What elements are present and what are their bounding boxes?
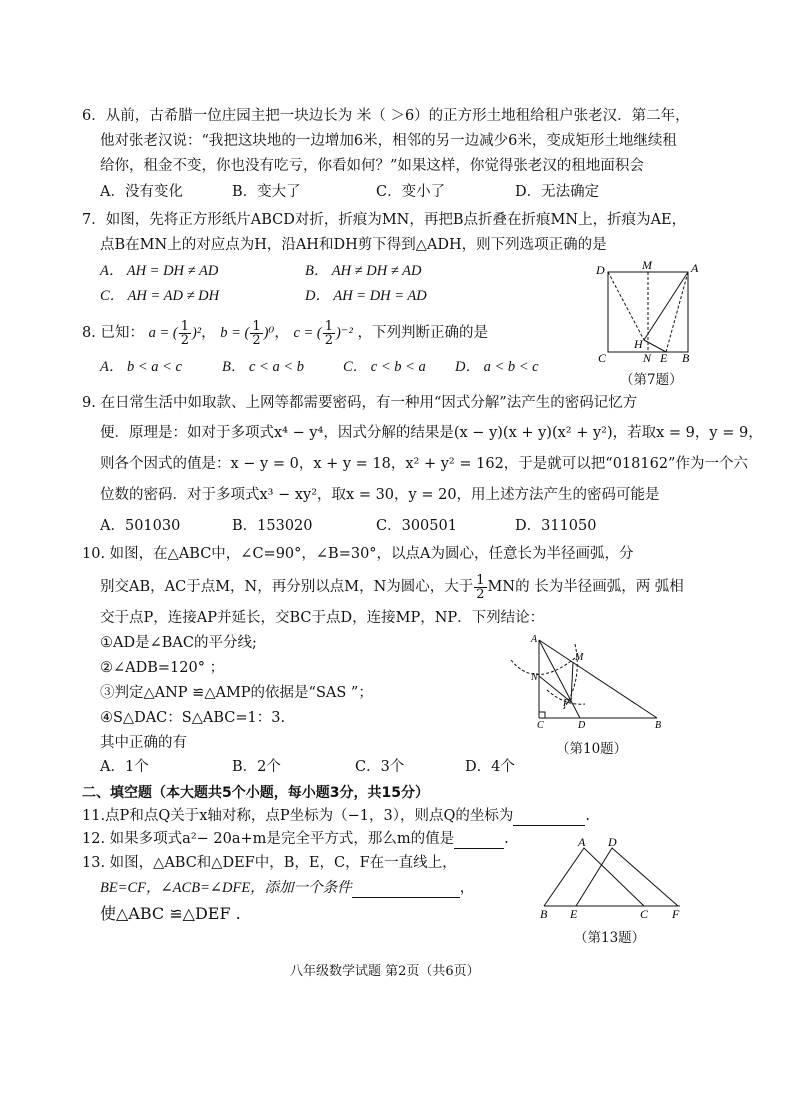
q13-caption: （第13题） [574, 930, 646, 946]
q8-option-d: D． a < b < c [455, 359, 539, 375]
q7-line-ah [644, 272, 688, 340]
q7-label-m: M [642, 258, 652, 272]
q8-a-exp: )² [191, 325, 202, 341]
q9-option-c: C．300501 [376, 518, 457, 534]
q13-label-c: C [640, 907, 649, 920]
q9-line3: 则各个因式的值是：x − y = 0，x + y = 18，x² + y² = 162，于是就可以把“018162”作为一个六 [100, 456, 748, 472]
q6-option-c: C．变小了 [376, 184, 446, 200]
q13-figure [532, 836, 692, 920]
page-footer: 八年级数学试题 第2页（共6页） [290, 964, 480, 979]
q8-c-exp: )⁻² [336, 325, 353, 341]
q10-label-d: D [578, 720, 586, 731]
q10-which: 其中正确的有 [100, 735, 187, 751]
q8-a-label: a = ( [148, 325, 178, 341]
q12-answer-blank[interactable] [454, 832, 504, 849]
q13-label-e: E [570, 907, 578, 920]
q6-line1: 6．从前，古希腊一位庄园主把一块边长为 米（ ＞6）的正方形土地租给租户张老汉．第二年， [82, 108, 690, 124]
q7-figure [594, 258, 706, 362]
q9-line4: 位数的密码．对于多项式x³ − xy²，取x = 30，y = 20，用上述方法产生的密码可能是 [100, 487, 660, 503]
q12-line: 12. 如果多项式a²− 20a+m是完全平方式，那么m的值是 . [82, 831, 509, 847]
q10-option-a: A．1个 [100, 759, 149, 775]
q7-line-dh [608, 272, 644, 340]
q6-line2: 他对张老汉说：“我把这块地的一边增加6米，相邻的另一边减少6米，变成矩形土地继续租 [100, 133, 677, 149]
q13-label-f: F [672, 907, 680, 920]
q10-label-a: A [531, 634, 538, 645]
q10-conclusion-1: ①AD是∠BAC的平分线; [100, 635, 257, 651]
q13-line3: 使△ABC ≌△DEF . [100, 904, 241, 923]
q13-line2: BE=CF，∠ACB=∠DFE，添加一个条件 [100, 880, 352, 896]
q12-text: 12. 如果多项式a²− 20a+m是完全平方式，那么m的值是 [82, 831, 455, 847]
q10-line1: 10. 如图，在△ABC中，∠C=90°，∠B=30°，以点A为圆心，任意长为半径画弧，分 [82, 546, 634, 562]
q6-option-b: B．变大了 [232, 184, 301, 200]
q8-a-fraction: $\frac{1}{2}$ [180, 318, 189, 348]
q13-triangle-def [576, 848, 678, 906]
q10-label-n: N [531, 672, 538, 683]
q11-line: 11.点P和点Q关于x轴对称，点P坐标为（−1，3），则点Q的坐标为 . [82, 808, 590, 824]
q10-option-d: D．4个 [465, 759, 515, 775]
q10-line2-end: MN的 长为半径画弧，两 弧相 [487, 579, 684, 595]
q10-label-m: M [575, 652, 584, 663]
q9-line1: 9. 在日常生活中如取款、上网等都需要密码，有一种用“因式分解”法产生的密码记忆方 [82, 395, 638, 411]
q8-c-fraction: $\frac{1}{2}$ [324, 318, 334, 348]
q7-option-a: A． AH = DH ≠ AD [100, 263, 219, 279]
q10-option-c: C．3个 [355, 759, 405, 775]
q7-option-c: C． AH = AD ≠ DH [100, 288, 220, 304]
q7-option-b: B． AH ≠ DH ≠ AD [305, 263, 422, 279]
q9-option-a: A．501030 [100, 518, 181, 534]
q10-line2-start: 别交AB，AC于点M，N，再分别以点M，N为圆心，大于 [100, 579, 474, 595]
q10-option-b: B．2个 [232, 759, 281, 775]
q7-crease-ae [666, 272, 688, 352]
q8-option-b: B． c < a < b [222, 359, 304, 375]
q8-suffix: ，下列判断正确的是 [357, 325, 488, 341]
q10-conclusion-3: ③判定△ANP ≌△AMP的依据是“SAS ”； [100, 685, 373, 701]
q7-label-b: B [682, 351, 690, 362]
q10-line-ad [539, 640, 580, 718]
q7-label-e: E [660, 351, 668, 362]
q6-option-d: D．无法确定 [515, 184, 600, 200]
q10-label-p: P [563, 698, 570, 709]
q10-side-ab [539, 640, 657, 718]
q7-option-d: D． AH = DH = AD [305, 288, 427, 304]
q9-line2: 便．原理是：如对于多项式x⁴ − y⁴，因式分解的结果是(x − y)(x + y)(x² + y²)，若取x = 9，y = 9， [100, 425, 763, 441]
q8-c-label: c = ( [293, 325, 322, 341]
q10-conclusion-4: ④S△DAC：S△ABC=1：3. [100, 710, 286, 726]
q10-label-b: B [655, 720, 662, 731]
q8-line: 8. 已知： a = ( $\frac{1}{2}$ )²， b = ( $\frac{1}{2}$ )⁰， c = ( $\frac{1}{2}$ )⁻² ，下列判断正确的是 [82, 318, 488, 348]
q9-option-b: B．153020 [232, 518, 313, 534]
q10-fraction: $\frac{1}{2}$ [476, 572, 485, 602]
q7-line2: 点B在MN上的对应点为H，沿AH和DH剪下得到△ADH，则下列选项正确的是 [100, 237, 607, 253]
q13-answer-blank[interactable] [352, 881, 460, 898]
q10-line-mp [571, 662, 573, 702]
q10-conclusion-2: ②∠ADB=120° ； [100, 660, 225, 676]
q8-option-c: C． c < b < a [343, 359, 426, 375]
q10-label-c: C [537, 720, 544, 731]
q11-text: 11.点P和点Q关于x轴对称，点P坐标为（−1，3），则点Q的坐标为 [82, 808, 514, 824]
q7-label-c: C [598, 351, 607, 362]
q7-label-d: D [596, 263, 605, 277]
q7-line1: 7．如图，先将正方形纸片ABCD对折，折痕为MN，再把B点折叠在折痕MN上，折痕为AE， [82, 212, 687, 228]
q13-line1: 13. 如图，△ABC和△DEF中，B，E，C，F在一直线上， [82, 855, 457, 871]
q7-label-a: A [691, 261, 699, 275]
q7-label-n: N [643, 351, 652, 362]
q8-b-label: b = ( [220, 325, 250, 341]
q10-arc-a [511, 658, 575, 675]
q10-line2 [100, 569, 684, 605]
q13-label-d: D [608, 836, 617, 849]
q10-caption: （第10题） [556, 741, 628, 757]
q13-line2-wrap: BE=CF，∠ACB=∠DFE，添加一个条件 ， [100, 880, 475, 896]
q10-line3: 交于点P，连接AP并延长，交BC于点D，连接MP，NP．下列结论： [100, 610, 545, 626]
q13-label-b: B [540, 907, 548, 920]
q13-label-a: A [578, 836, 586, 849]
q8-b-exp: )⁰ [263, 325, 275, 341]
q10-figure [505, 632, 675, 732]
q8-prefix: 8. 已知： [82, 325, 144, 341]
section2-heading: 二、填空题（本大题共5个小题，每小题3分，共15分） [82, 785, 429, 801]
q11-answer-blank[interactable] [513, 809, 585, 826]
q7-caption: （第7题） [620, 372, 683, 388]
q10-right-angle [539, 712, 545, 718]
q8-b-fraction: $\frac{1}{2}$ [252, 318, 261, 348]
q7-label-h: H [634, 337, 643, 351]
q6-line3: 给你，租金不变，你也没有吃亏，你看如何？”如果这样，你觉得张老汉的租地面积会 [100, 158, 644, 174]
q6-option-a: A．没有变化 [100, 184, 183, 200]
q9-option-d: D．311050 [515, 518, 597, 534]
q8-option-a: A． b < a < c [100, 359, 182, 375]
